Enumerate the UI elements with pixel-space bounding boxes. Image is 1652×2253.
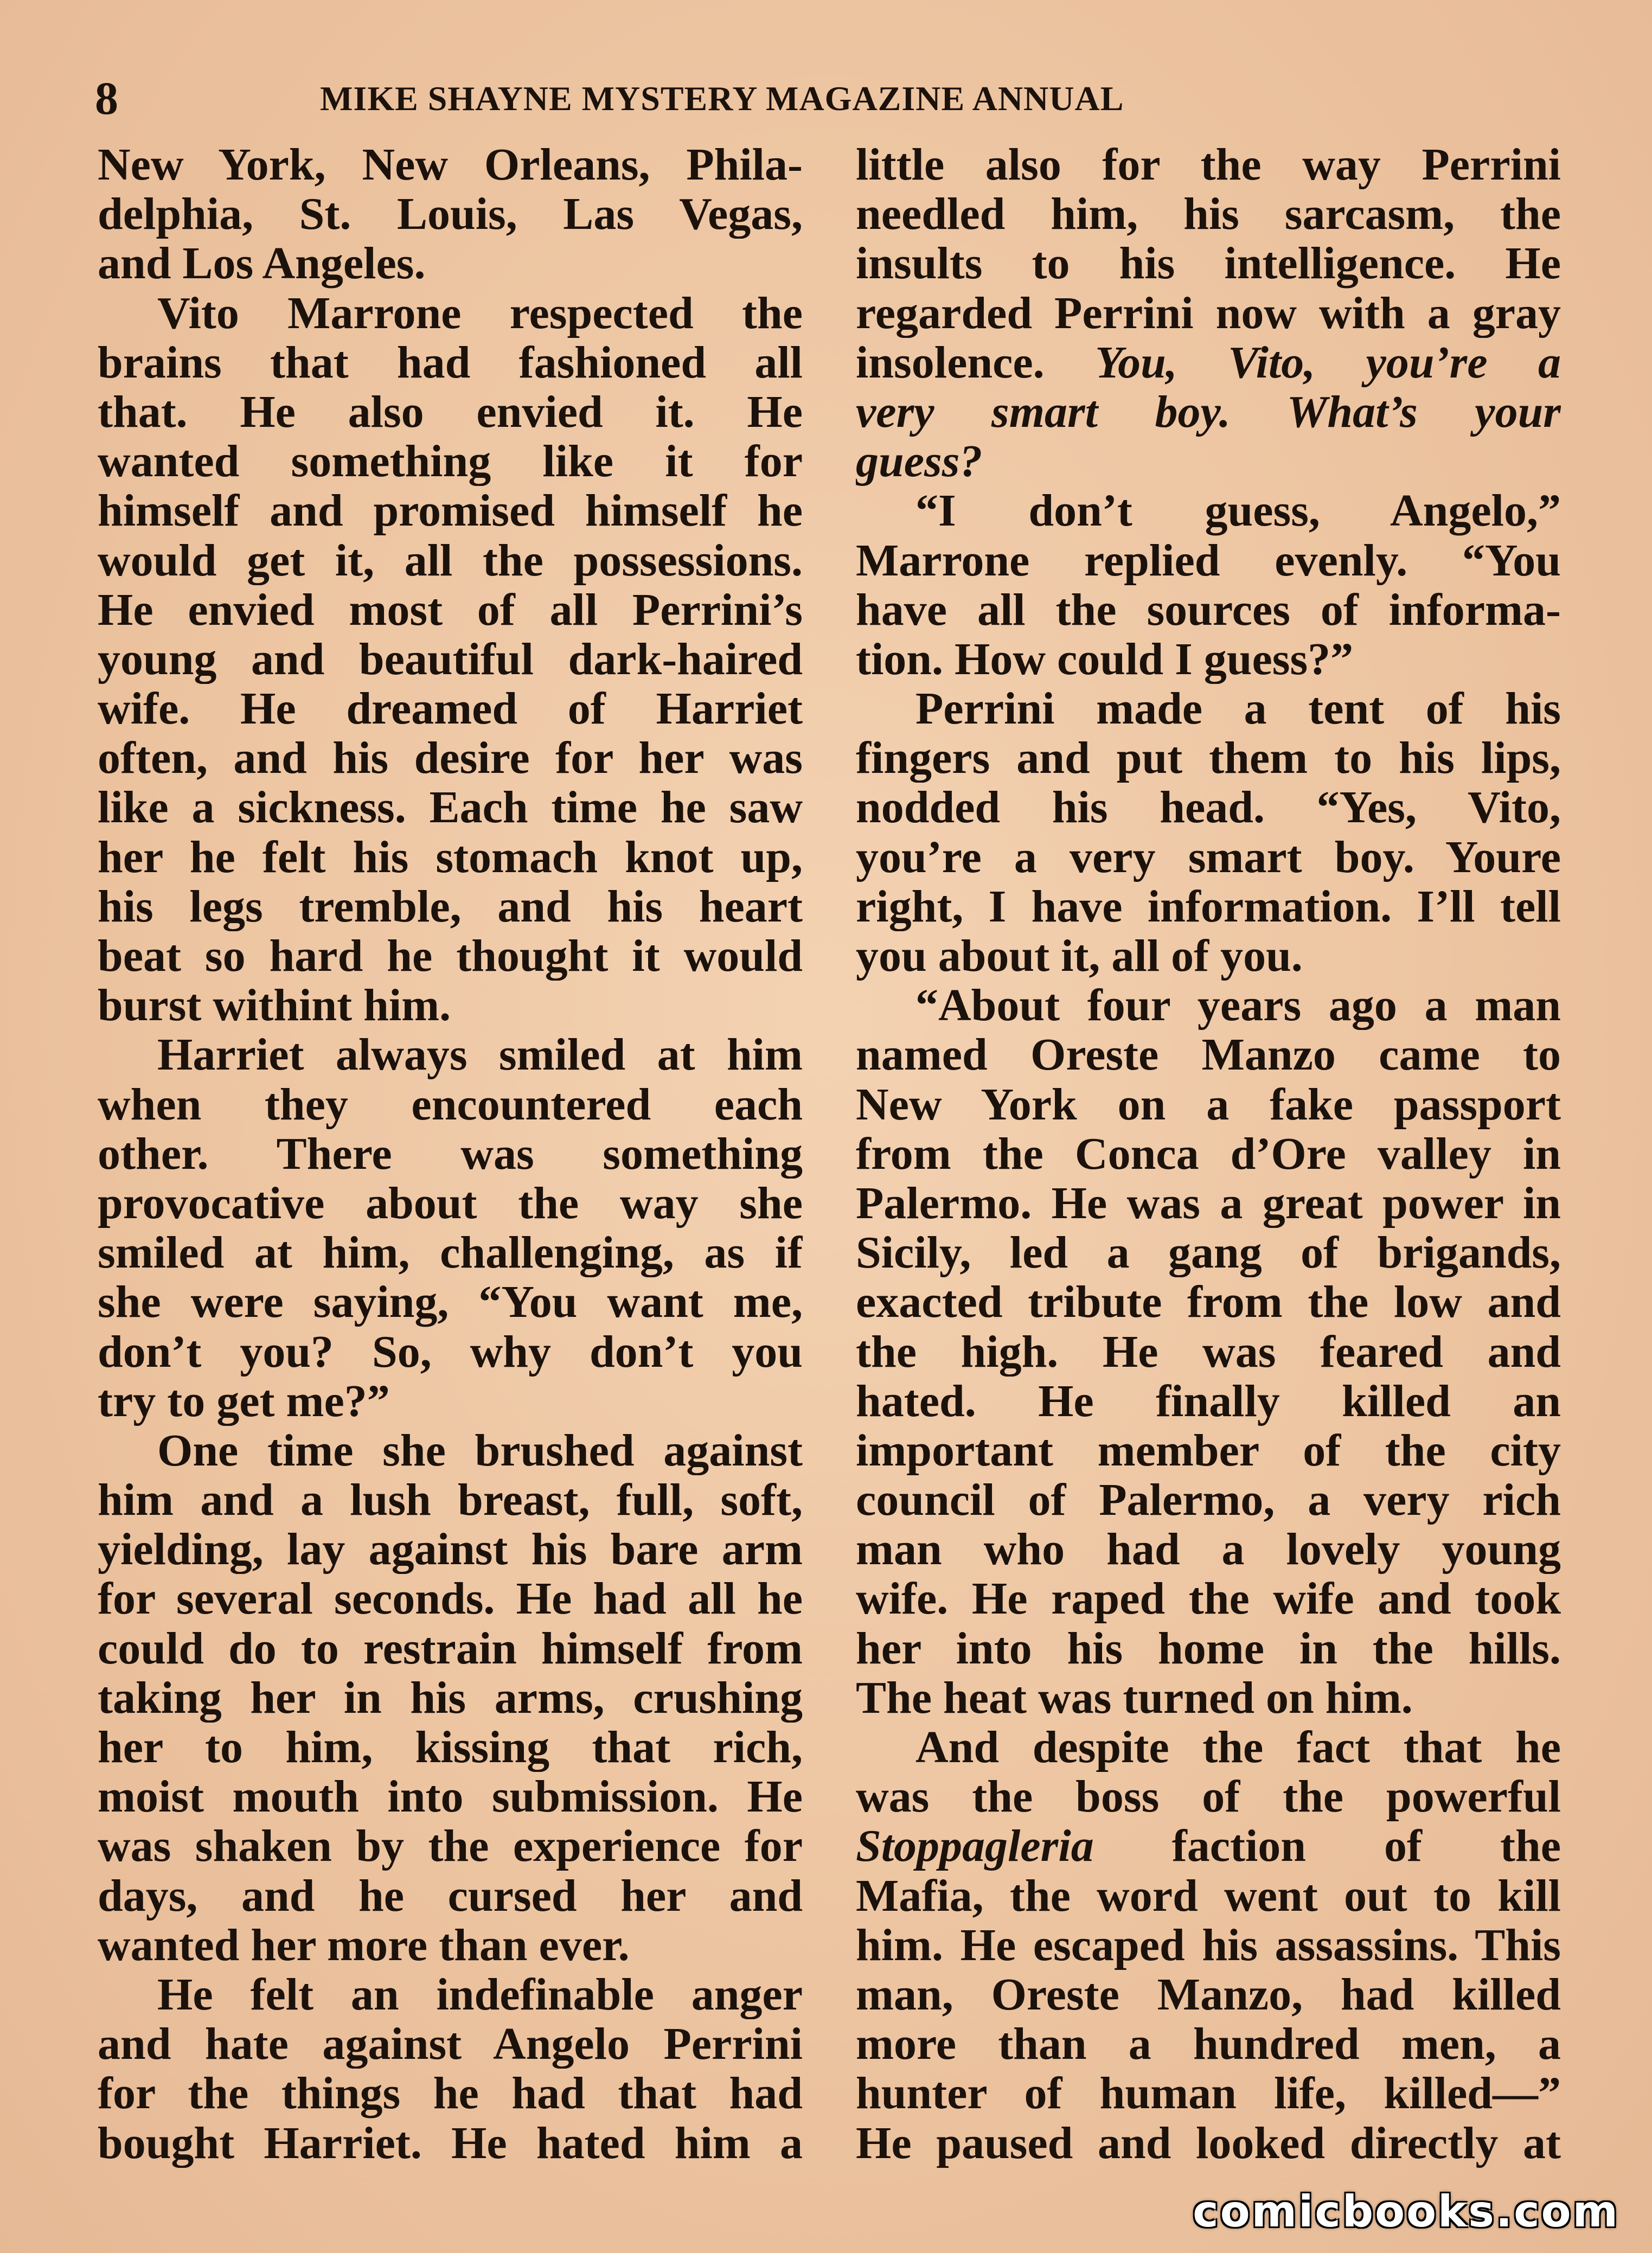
text-line: don’t you? So, why don’t you — [98, 1327, 803, 1377]
text-line: wife. He dreamed of Harriet — [98, 684, 803, 734]
text-line: Harriet always smiled at him — [157, 1030, 803, 1080]
text-line: man who had a lovely young — [856, 1525, 1561, 1574]
running-head: MIKE SHAYNE MYSTERY MAGAZINE ANNUAL — [320, 79, 1124, 118]
text-line: yielding, lay against his bare arm — [98, 1525, 803, 1574]
text-line: often, and his desire for her was — [98, 733, 803, 783]
text-line: He envied most of all Perrini’s — [98, 585, 803, 635]
text-line: He felt an indefinable anger — [157, 1969, 803, 2020]
text-line: named Oreste Manzo came to — [856, 1030, 1561, 1080]
text-line: hunter of human life, killed—” — [856, 2069, 1561, 2118]
text-line: bought Harriet. He hated him a — [98, 2118, 803, 2168]
text-line: for several seconds. He had all he — [98, 1574, 803, 1624]
left-column — [98, 140, 803, 2168]
text-line: days, and he cursed her and — [98, 1871, 803, 1921]
text-line: tion. How could I guess?” — [856, 634, 1354, 684]
text-line: she were saying, “You want me, — [98, 1277, 803, 1327]
text-line: New York, New Orleans, Phila- — [98, 140, 803, 190]
text-line: right, I have information. I’ll tell — [856, 881, 1561, 931]
text-line: Palermo. He was a great power in — [856, 1178, 1561, 1228]
text-line: And despite the fact that he — [915, 1723, 1561, 1772]
text-line: his legs tremble, and his heart — [98, 881, 803, 931]
text-line: brains that had fashioned all — [98, 337, 803, 387]
text-line: He paused and looked directly at — [856, 2118, 1561, 2168]
text-line: exacted tribute from the low and — [856, 1277, 1561, 1327]
text-line: needled him, his sarcasm, the — [856, 189, 1561, 239]
text-line: provocative about the way she — [98, 1178, 803, 1228]
text-line: would get it, all the possessions. — [98, 535, 803, 585]
text-line: other. There was something — [98, 1129, 803, 1179]
text-line: and hate against Angelo Perrini — [98, 2019, 803, 2069]
text-line: him. He escaped his assassins. This — [856, 1920, 1561, 1970]
text-line: moist mouth into submission. He — [98, 1772, 803, 1822]
text-line: hated. He finally killed an — [856, 1376, 1561, 1426]
text-line: council of Palermo, a very rich — [856, 1475, 1561, 1525]
text-line: insults to his intelligence. He — [856, 239, 1561, 289]
text-line: One time she brushed against — [157, 1425, 803, 1476]
text-line: her to him, kissing that rich, — [98, 1723, 803, 1772]
text-line: try to get me?” — [98, 1376, 390, 1426]
watermark: comicbooks.com — [1193, 2186, 1619, 2237]
text-line: was the boss of the powerful — [856, 1772, 1561, 1822]
text-line: wife. He raped the wife and took — [856, 1574, 1561, 1624]
text-line: for the things he had that had — [98, 2069, 803, 2118]
text-line: Sicily, led a gang of brigands, — [856, 1228, 1561, 1278]
text-line: very smart boy. What’s your — [856, 387, 1561, 437]
text-line: him and a lush breast, full, soft, — [98, 1475, 803, 1525]
text-line: when they encountered each — [98, 1079, 803, 1129]
text-line: young and beautiful dark-haired — [98, 634, 803, 684]
text-line: wanted her more than ever. — [98, 1920, 630, 1970]
text-line: that. He also envied it. He — [98, 387, 803, 437]
text-line: Perrini made a tent of his — [915, 684, 1561, 734]
text-line: New York on a fake passport — [856, 1079, 1561, 1129]
text-line: have all the sources of informa- — [856, 585, 1561, 635]
text-line: fingers and put them to his lips, — [856, 733, 1561, 783]
text-line: you’re a very smart boy. Youre — [856, 832, 1561, 882]
text-line: the high. He was feared and — [856, 1327, 1561, 1377]
text-line: “I don’t guess, Angelo,” — [915, 486, 1561, 536]
page-number: 8 — [95, 72, 118, 124]
text-line: little also for the way Perrini — [856, 140, 1561, 190]
text-line: man, Oreste Manzo, had killed — [856, 1969, 1561, 2020]
text-line: himself and promised himself he — [98, 486, 803, 536]
text-line: burst withint him. — [98, 981, 451, 1031]
text-line: important member of the city — [856, 1425, 1561, 1476]
text-line: delphia, St. Louis, Las Vegas, — [98, 189, 803, 239]
text-line: guess? — [856, 437, 983, 487]
text-line: was shaken by the experience for — [98, 1821, 803, 1871]
text-line: Mafia, the word went out to kill — [856, 1871, 1561, 1921]
text-line: her he felt his stomach knot up, — [98, 832, 803, 882]
text-line: The heat was turned on him. — [856, 1673, 1413, 1723]
text-line: insolence. You, Vito, you’re a — [856, 337, 1561, 387]
text-line: could do to restrain himself from — [98, 1623, 803, 1673]
text-line: like a sickness. Each time he saw — [98, 783, 803, 833]
text-line: regarded Perrini now with a gray — [856, 288, 1561, 338]
text-line: smiled at him, challenging, as if — [98, 1228, 803, 1278]
text-line: wanted something like it for — [98, 437, 803, 487]
text-line: you about it, all of you. — [856, 931, 1303, 981]
text-line: more than a hundred men, a — [856, 2019, 1561, 2069]
text-line: and Los Angeles. — [98, 239, 426, 289]
text-line: nodded his head. “Yes, Vito, — [856, 783, 1561, 833]
right-column — [856, 140, 1561, 2168]
text-line: from the Conca d’Ore valley in — [856, 1129, 1561, 1179]
text-line: Vito Marrone respected the — [157, 288, 803, 338]
text-line: beat so hard he thought it would — [98, 931, 803, 981]
text-line: Marrone replied evenly. “You — [856, 535, 1561, 585]
text-line: “About four years ago a man — [915, 981, 1561, 1031]
text-line: taking her in his arms, crushing — [98, 1673, 803, 1723]
text-line: Stoppagleria faction of the — [856, 1821, 1561, 1871]
text-line: her into his home in the hills. — [856, 1623, 1561, 1673]
